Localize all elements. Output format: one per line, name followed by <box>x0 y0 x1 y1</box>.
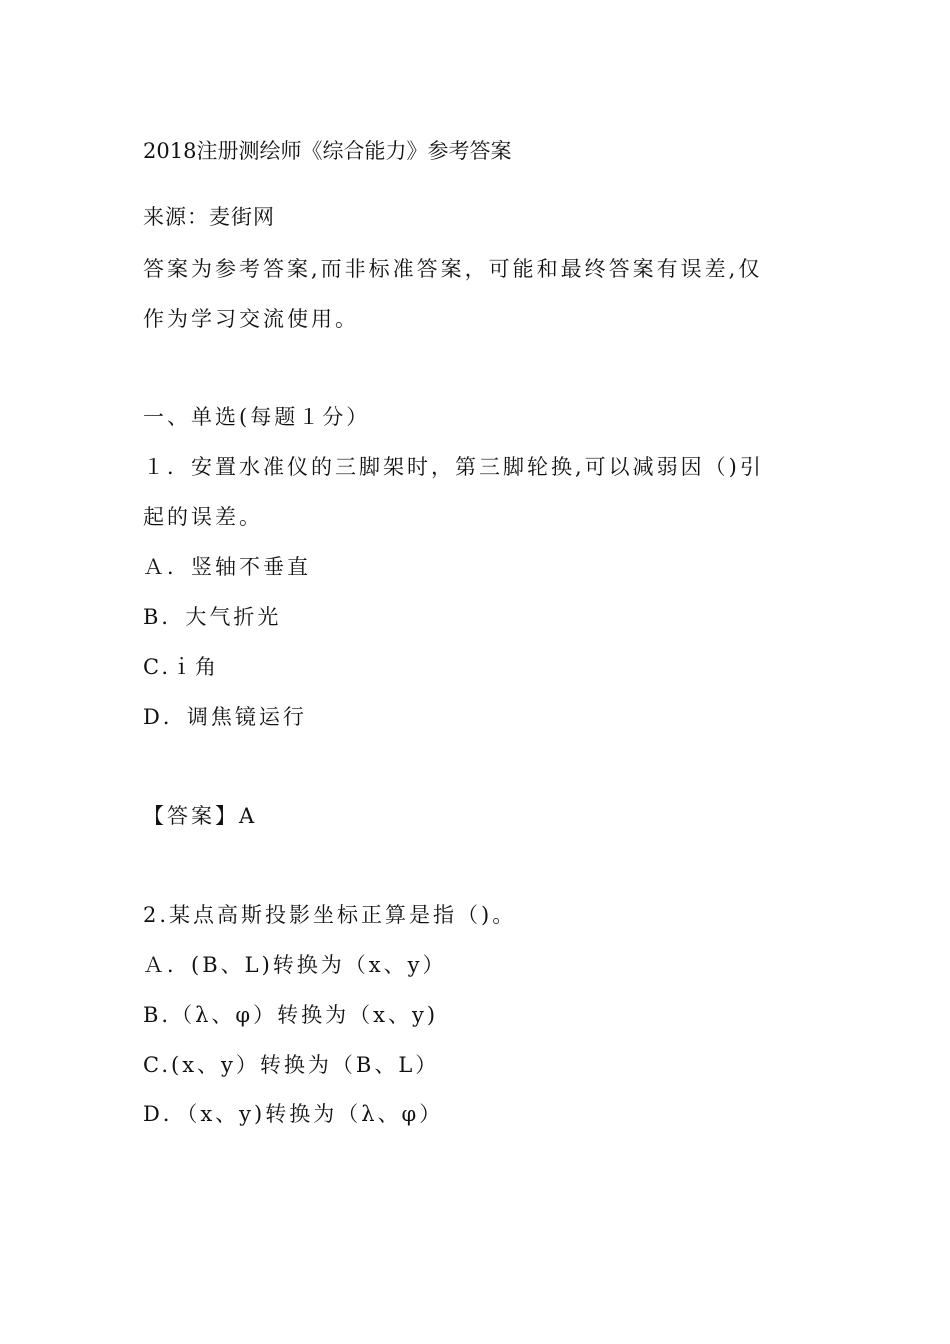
question-1-option-b: B．大气折光 <box>143 605 282 629</box>
question-2-option-b: B.（λ、φ）转换为（x、y) <box>143 1003 439 1027</box>
disclaimer-line-2: 作为学习交流使用。 <box>143 307 359 331</box>
question-1-stem-line-2: 起的误差。 <box>143 505 263 529</box>
section-heading: 一、单选(每题１分） <box>143 405 371 429</box>
disclaimer-line-1: 答案为参考答案,而非标准答案，可能和最终答案有误差,仅 <box>143 257 763 281</box>
source-line: 来源：麦街网 <box>143 205 275 229</box>
question-1-stem-line-1: １．安置水准仪的三脚架时，第三脚轮换,可以减弱因（)引 <box>143 455 764 479</box>
document-title: 2018注册测绘师《综合能力》参考答案 <box>143 139 512 163</box>
question-1-option-d: D．调焦镜运行 <box>143 705 307 729</box>
question-2-option-d: D．（x、y)转换为（λ、φ） <box>143 1102 444 1126</box>
question-1-option-a: Ａ．竖轴不垂直 <box>143 555 311 579</box>
question-2-option-a: Ａ．(B、L)转换为（x、y） <box>143 953 447 977</box>
question-2-stem: 2.某点高斯投影坐标正算是指（)。 <box>143 903 517 927</box>
question-1-option-c: C.ｉ角 <box>143 655 219 679</box>
question-2-option-c: C.(x、y）转换为（B、L） <box>143 1053 440 1077</box>
question-1-answer: 【答案】A <box>143 804 258 828</box>
